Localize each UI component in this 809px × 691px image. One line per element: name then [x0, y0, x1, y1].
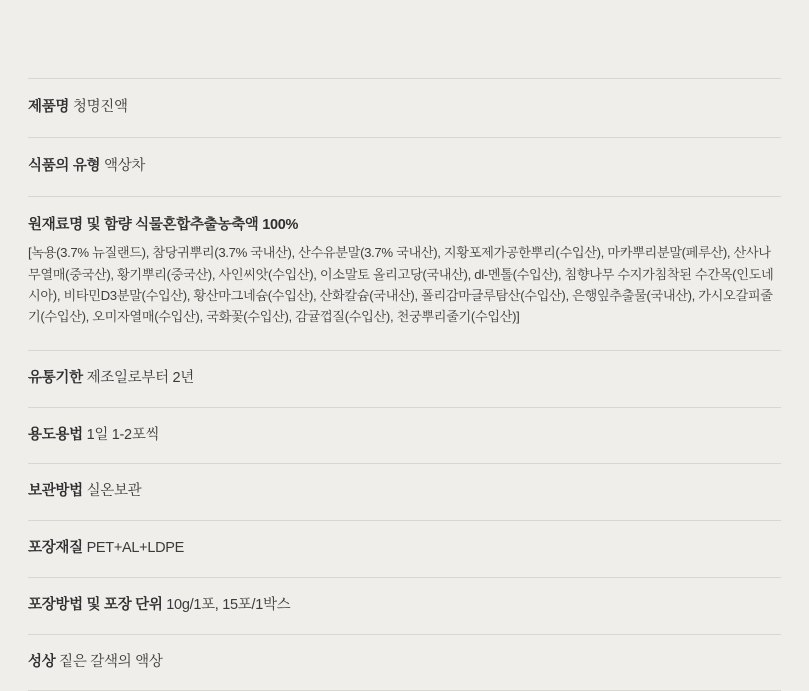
spec-value: 식물혼합추출농축액 100% [135, 217, 298, 233]
spec-label: 포장재질 [28, 540, 83, 556]
spec-line [28, 368, 781, 390]
spec-row-packaging-material [28, 520, 781, 577]
spec-line [28, 481, 781, 503]
spec-label: 보관방법 [28, 483, 83, 499]
spec-value: 제조일로부터 2년 [87, 370, 194, 386]
spec-row-storage [28, 463, 781, 520]
spec-row-food-type [28, 137, 781, 196]
spec-line [28, 538, 781, 560]
spec-value: 짙은 갈색의 액상 [59, 654, 162, 670]
spec-label: 유통기한 [28, 370, 83, 386]
spec-label: 성상 [28, 654, 55, 670]
spec-value: 액상차 [104, 158, 145, 174]
spec-line [28, 156, 781, 178]
spec-label: 원재료명 및 함량 [28, 217, 131, 233]
spec-label: 식품의 유형 [28, 158, 100, 174]
spec-value: 실온보관 [87, 483, 142, 499]
spec-line [28, 215, 781, 237]
spec-row-appearance [28, 634, 781, 691]
spec-value: PET+AL+LDPE [87, 540, 184, 556]
spec-row-ingredients [28, 196, 781, 350]
ingredients-detail: [녹용(3.7% 뉴질랜드), 참당귀뿌리(3.7% 국내산), 산수유분말(3.7% 국내산), 지황포제가공한뿌리(수입산), 마카뿌리분말(페루산), 산사나무열매(중국산), 황기뿌리(중국산), 사인씨앗(수입산), 이소말토 올리고당(국내산), dl-멘톨(수입산), 침향나무 수지가침착된 수간목(인도네시아), 비타민D3분말(수입산), 황산마그네슘(수입산), 산화칼슘(국내산), 폴리감마글루탐산(수입산), 은행잎추출물(국내산), 가시오갈피줄기(수입산), 오미자열매(수입산), 국화꽃(수입산), 감귤껍질(수입산), 천궁뿌리줄기(수입산)] [28, 242, 780, 328]
spec-line [28, 652, 781, 674]
spec-value: 10g/1포, 15포/1박스 [166, 597, 290, 613]
spec-row-usage [28, 407, 781, 464]
spec-row-product-name [28, 78, 781, 137]
spec-label: 제품명 [28, 99, 69, 115]
spec-value: 1일 1-2포씩 [87, 427, 160, 443]
spec-value: 청명진액 [73, 99, 128, 115]
spec-row-shelf-life [28, 350, 781, 407]
spec-line [28, 97, 781, 119]
spec-line [28, 425, 781, 447]
spec-label: 용도용법 [28, 427, 83, 443]
top-spacer [28, 0, 781, 78]
spec-label: 포장방법 및 포장 단위 [28, 597, 163, 613]
spec-line [28, 595, 781, 617]
spec-row-packaging-unit [28, 577, 781, 634]
